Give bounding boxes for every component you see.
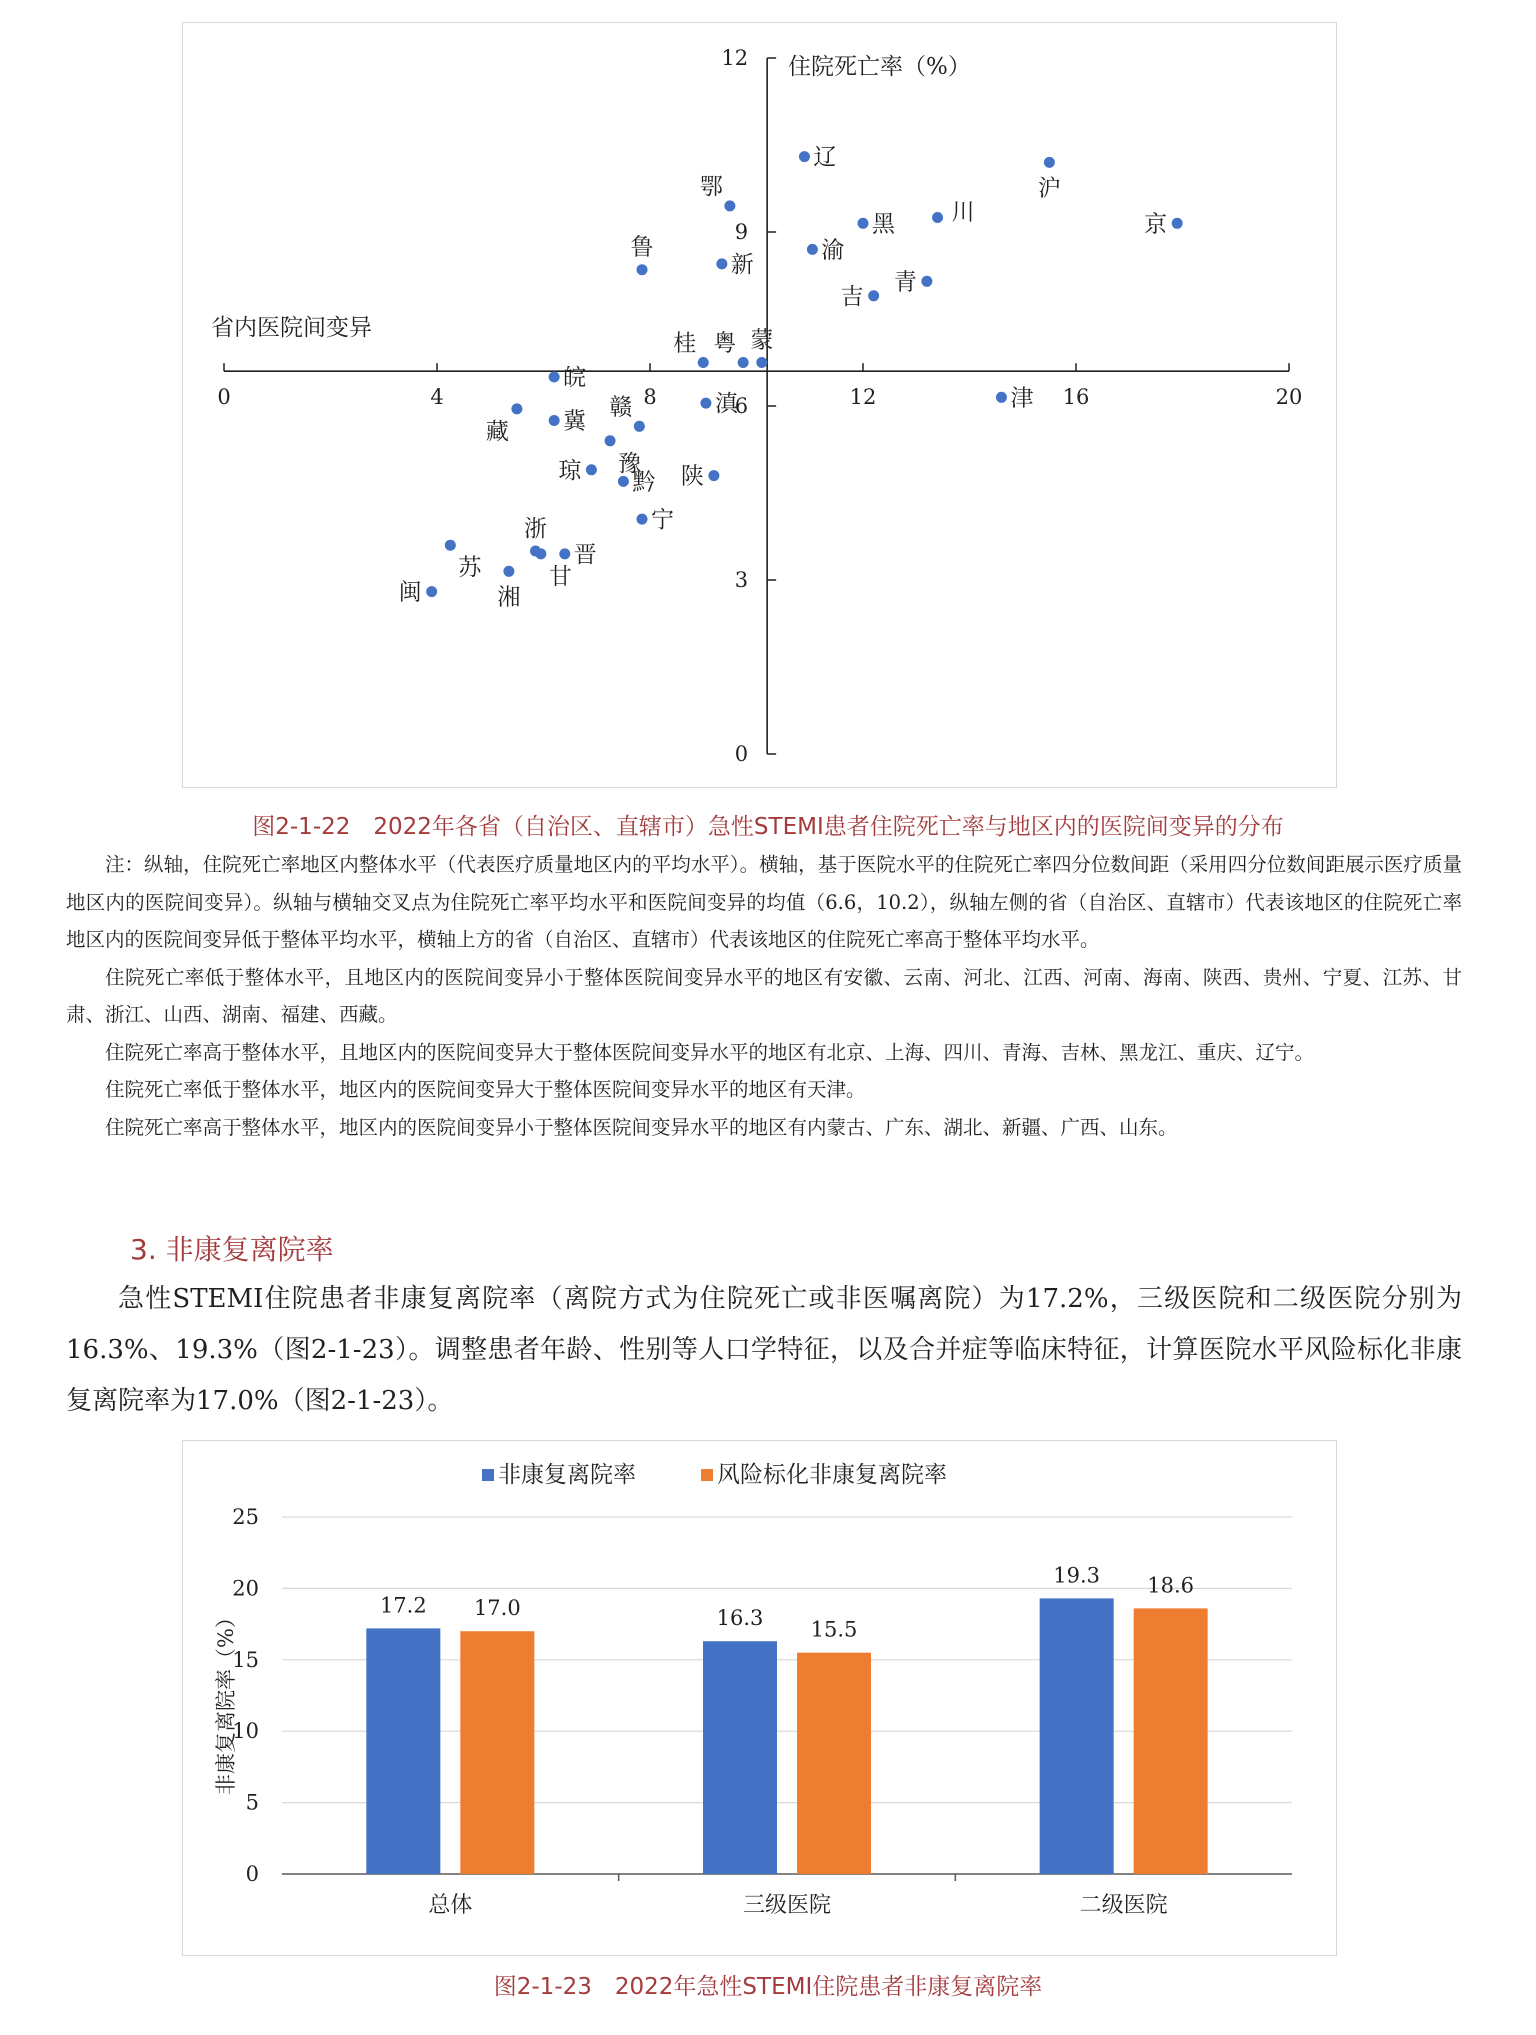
- scatter-chart: [183, 23, 1336, 787]
- scatter-point-label: 桂: [673, 330, 697, 357]
- bar-y-tick-label: 25: [232, 1505, 259, 1529]
- scatter-point-label: 黔: [632, 469, 656, 496]
- scatter-y-tick-label: 9: [734, 220, 749, 244]
- scatter-point: [738, 357, 749, 368]
- scatter-x-tick-label: 16: [1062, 385, 1090, 410]
- scatter-point-label: 琼: [558, 457, 582, 484]
- scatter-y-tick-label: 12: [721, 46, 749, 70]
- scatter-point: [932, 212, 943, 223]
- figure-caption-2-1-22: 图2-1-22 2022年各省（自治区、直辖市）急性STEMI患者住院死亡率与地区内的医院间变异的分布: [252, 814, 1284, 840]
- bar-value-label: 17.0: [473, 1596, 521, 1621]
- bar-value-label: 15.5: [810, 1617, 858, 1642]
- bar-y-tick-label: 15: [232, 1647, 259, 1672]
- legend-label: 风险标化非康复离院率: [717, 1462, 947, 1488]
- scatter-point-label: 蒙: [750, 327, 774, 354]
- scatter-point-label: 京: [1144, 211, 1168, 238]
- note-paragraph: 住院死亡率低于整体水平，且地区内的医院间变异小于整体医院间变异水平的地区有安徽、云南、河北、江西、河南、海南、陕西、贵州、宁夏、江苏、甘肃、浙江、山西、湖南、福建、西藏。: [66, 965, 1462, 1026]
- scatter-y-tick-label: 0: [734, 742, 749, 766]
- scatter-point: [535, 548, 546, 559]
- scatter-x-tick-label: 4: [430, 385, 444, 410]
- body-paragraph: 急性STEMI住院患者非康复离院率（离院方式为住院死亡或非医嘱离院）为17.2%，三级医院和二级医院分别为16.3%、19.3%（图2-1-23）。调整患者年龄、性别等人口学特征，以及合并症等临床特征，计算医院水平风险标化非康复离院率为17.0%（图2-1-23）。: [66, 1284, 1462, 1416]
- scatter-point-label: 黑: [872, 211, 895, 238]
- scatter-point: [921, 276, 932, 287]
- legend-label: 非康复离院率: [498, 1462, 636, 1488]
- scatter-point: [618, 476, 629, 487]
- scatter-point: [586, 464, 597, 475]
- scatter-y-axis-label: 住院死亡率（%）: [788, 54, 971, 80]
- bar-y-tick-label: 10: [232, 1719, 259, 1744]
- bar-value-label: 18.6: [1147, 1573, 1195, 1598]
- scatter-point-label: 滇: [714, 391, 738, 418]
- scatter-point-label: 赣: [609, 394, 633, 421]
- scatter-point-label: 苏: [458, 555, 482, 582]
- scatter-point: [549, 415, 560, 426]
- bar: [1134, 1608, 1208, 1874]
- scatter-point: [511, 403, 522, 414]
- bar: [703, 1641, 777, 1874]
- bar-y-tick-label: 20: [232, 1576, 259, 1601]
- scatter-point: [637, 514, 648, 525]
- scatter-point-label: 甘: [548, 563, 572, 590]
- bar: [460, 1631, 534, 1874]
- scatter-point: [559, 548, 570, 559]
- scatter-point-label: 辽: [813, 144, 837, 171]
- bar-category-label: 总体: [428, 1893, 473, 1918]
- scatter-point-label: 陕: [680, 463, 704, 490]
- scatter-point-label: 鄂: [699, 173, 723, 200]
- scatter-point-label: 晋: [573, 541, 597, 568]
- scatter-point: [868, 290, 879, 301]
- scatter-point-label: 吉: [840, 283, 864, 310]
- scatter-point: [724, 200, 735, 211]
- scatter-point-label: 粤: [713, 330, 737, 357]
- scatter-point: [637, 264, 648, 275]
- scatter-point-label: 津: [1010, 385, 1034, 412]
- legend-swatch: [482, 1469, 494, 1481]
- note-paragraph: 住院死亡率高于整体水平，且地区内的医院间变异大于整体医院间变异水平的地区有北京、上海、四川、青海、吉林、黑龙江、重庆、辽宁。: [105, 1040, 1315, 1064]
- scatter-point-label: 藏: [485, 418, 509, 445]
- bar-category-label: 二级医院: [1079, 1893, 1168, 1918]
- scatter-chart-panel: [182, 22, 1337, 788]
- note-paragraph: 住院死亡率低于整体水平，地区内的医院间变异大于整体医院间变异水平的地区有天津。: [105, 1078, 866, 1101]
- scatter-point: [503, 566, 514, 577]
- scatter-x-axis-label: 省内医院间变异: [211, 315, 372, 341]
- scatter-x-tick-label: 12: [849, 385, 877, 410]
- scatter-point: [698, 357, 709, 368]
- scatter-point-label: 湘: [497, 584, 521, 611]
- scatter-point: [858, 218, 869, 229]
- bar-chart: [183, 1441, 1336, 1955]
- scatter-x-tick-label: 20: [1275, 385, 1303, 410]
- bar-value-label: 17.2: [379, 1593, 427, 1618]
- figure-caption-2-1-23: 图2-1-23 2022年急性STEMI住院患者非康复离院率: [493, 1974, 1043, 2000]
- note-paragraph: 住院死亡率高于整体水平，地区内的医院间变异小于整体医院间变异水平的地区有内蒙古、广东、湖北、新疆、广西、山东。: [105, 1115, 1178, 1139]
- scatter-point-label: 新: [730, 251, 754, 278]
- bar-y-axis-label: 非康复离院率（%）: [214, 1607, 238, 1795]
- scatter-point-label: 闽: [398, 579, 422, 606]
- scatter-point: [426, 586, 437, 597]
- scatter-point: [799, 151, 810, 162]
- scatter-point: [716, 258, 727, 269]
- scatter-point-label: 鲁: [630, 234, 654, 261]
- bar-chart-panel: [182, 1440, 1337, 1956]
- scatter-point-label: 川: [951, 199, 975, 226]
- scatter-point: [1172, 218, 1183, 229]
- bar: [1040, 1598, 1114, 1874]
- legend-swatch: [701, 1469, 713, 1481]
- bar: [366, 1628, 440, 1874]
- scatter-point-label: 冀: [563, 408, 587, 435]
- scatter-point: [549, 372, 560, 383]
- bar: [797, 1653, 871, 1874]
- scatter-x-tick-label: 0: [217, 385, 231, 410]
- scatter-point: [756, 357, 767, 368]
- scatter-point: [708, 470, 719, 481]
- scatter-y-tick-label: 6: [734, 394, 749, 418]
- scatter-point-label: 青: [893, 269, 917, 296]
- scatter-point-label: 豫: [618, 450, 642, 477]
- scatter-point: [996, 392, 1007, 403]
- scatter-point-label: 渝: [821, 237, 845, 264]
- scatter-point-label: 宁: [651, 507, 675, 534]
- scatter-point: [605, 435, 616, 446]
- scatter-point-label: 浙: [524, 516, 548, 542]
- bar-y-tick-label: 5: [245, 1790, 259, 1815]
- scatter-point: [445, 540, 456, 551]
- bar-value-label: 19.3: [1053, 1563, 1101, 1588]
- note-paragraph: 注：纵轴，住院死亡率地区内整体水平（代表医疗质量地区内的平均水平）。横轴，基于医院水平的住院死亡率四分位数间距（采用四分位数间距展示医疗质量地区内的医院间变异）。纵轴与横轴交叉点为住院死亡率平均水平和医院间变异的均值（6.6，10.2），纵轴左侧的省（自治区、直辖市）代表该地区的住院死亡率地区内的医院间变异低于整体平均水平，横轴上方的省（自治区、直辖市）代表该地区的住院死亡率高于整体平均水平。: [66, 853, 1462, 951]
- bar-category-label: 三级医院: [742, 1893, 832, 1918]
- scatter-point: [634, 421, 645, 432]
- scatter-point: [1044, 157, 1055, 168]
- section-heading: 3. 非康复离院率: [130, 1233, 334, 1266]
- scatter-point: [700, 398, 711, 409]
- bar-y-tick-label: 0: [245, 1862, 259, 1886]
- figure-notes: [66, 846, 1462, 1146]
- scatter-point-label: 沪: [1037, 175, 1061, 202]
- scatter-point: [807, 244, 818, 255]
- scatter-point-label: 皖: [563, 365, 587, 391]
- scatter-y-tick-label: 3: [734, 568, 749, 592]
- scatter-x-tick-label: 8: [643, 385, 657, 410]
- bar-value-label: 16.3: [716, 1606, 764, 1631]
